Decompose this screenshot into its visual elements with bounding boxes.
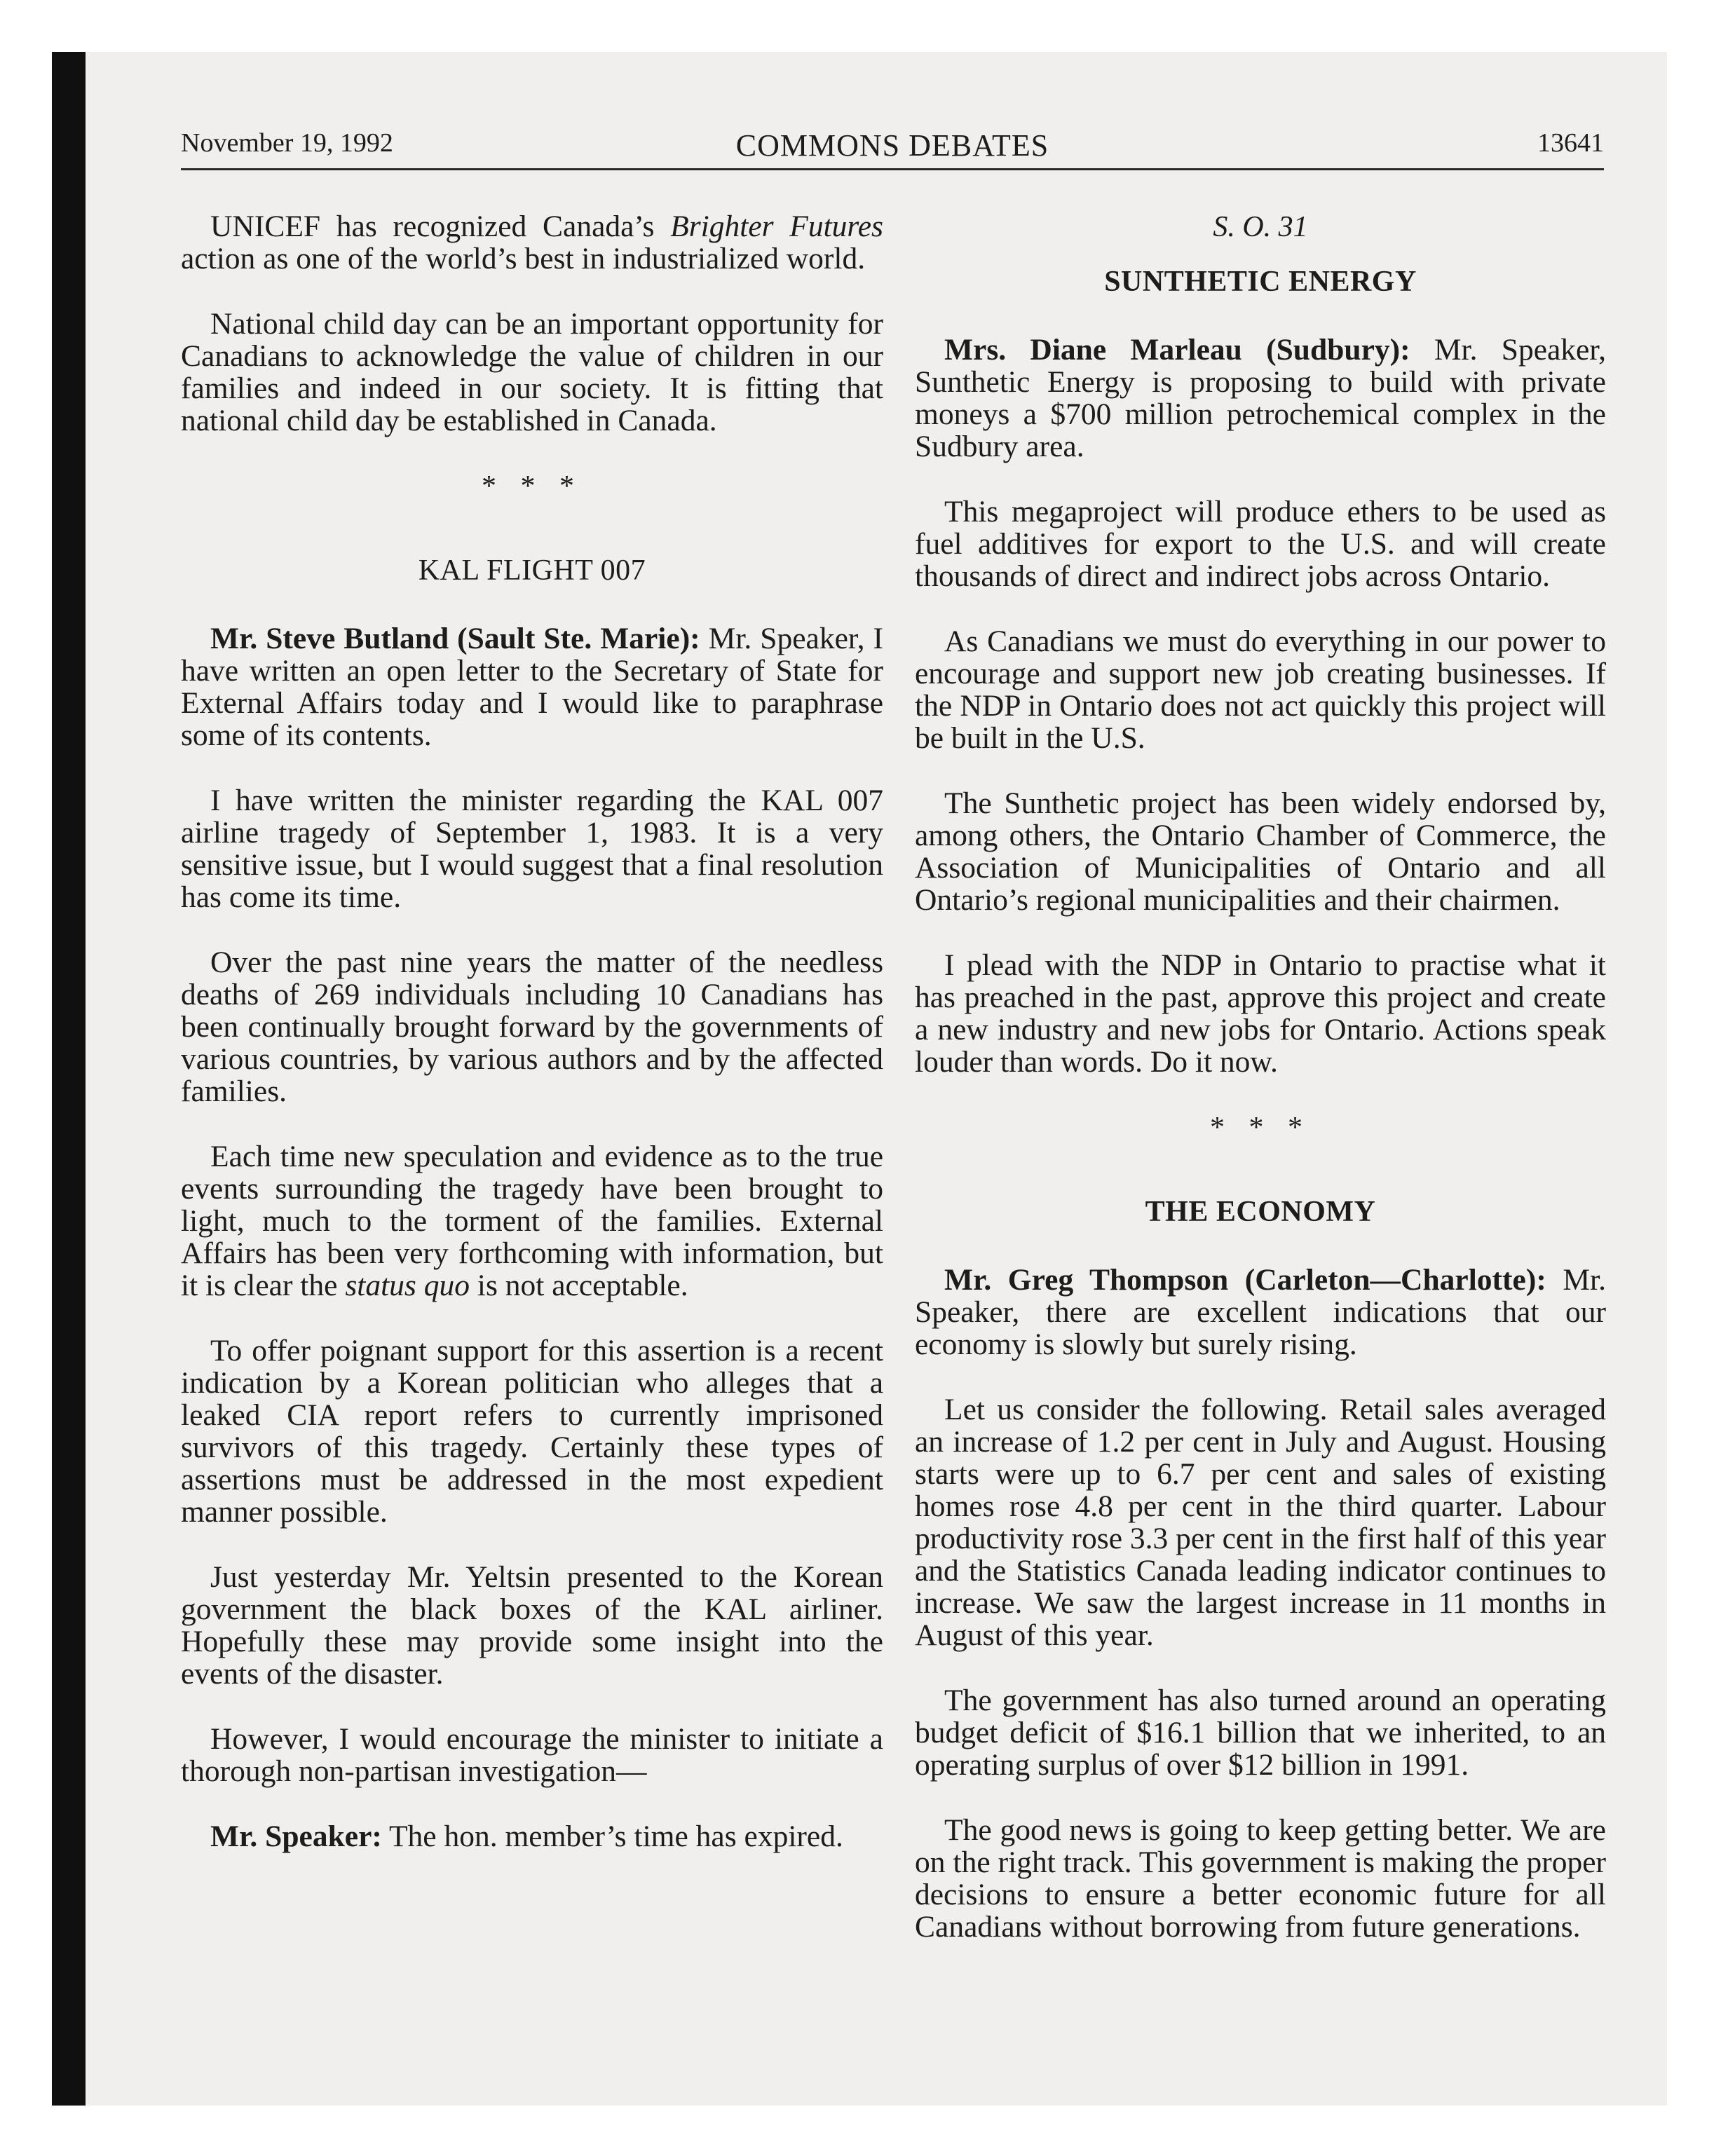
paragraph: Mrs. Diane Marleau (Sudbury): Mr. Speaker, Sunthetic Energy is proposing to build with private moneys a $700 million petrochemical complex in the Sudbury area. [915, 333, 1606, 463]
section-heading: SUNTHETIC ENERGY [1104, 266, 1417, 298]
binding-edge [52, 52, 86, 2106]
header-date: November 19, 1992 [181, 128, 393, 158]
left-column [181, 210, 883, 1885]
paragraph: As Canadians we must do everything in our power to encourage and support new job creating businesses. If the NDP in Ontario does not act quickly this project will be built in the U.S. [915, 625, 1606, 755]
page-number: 13641 [1537, 128, 1604, 158]
section-separator: * * * [482, 470, 583, 503]
paragraph: Mr. Steve Butland (Sault Ste. Marie): Mr. Speaker, I have written an open letter to the Secretary of State for External Affairs today and I would like to paraphrase some of its contents. [181, 622, 883, 752]
speaker-name: Mr. Speaker: [210, 1820, 382, 1853]
paragraph: The government has also turned around an operating budget deficit of $16.1 billion that we inherited, to an operating surplus of over $12 billion in 1991. [915, 1684, 1606, 1782]
italic-title: Brighter Futures [670, 210, 883, 243]
paragraph: Just yesterday Mr. Yeltsin presented to the Korean government the black boxes of the KAL airliner. Hopefully these may provide some insight into the events of the disaster. [181, 1560, 883, 1691]
header-title: COMMONS DEBATES [735, 128, 1049, 163]
paragraph: UNICEF has recognized Canada’s Brighter Futures action as one of the world’s best in industrialized world. [181, 210, 883, 275]
section-heading: THE ECONOMY [1145, 1196, 1376, 1228]
right-column [915, 210, 1606, 1976]
section-heading: KAL FLIGHT 007 [418, 554, 646, 587]
paragraph: The Sunthetic project has been widely endorsed by, among others, the Ontario Chamber of Commerce, the Association of Municipalities of Ontario and all Ontario’s regional municipalities and their chairmen. [915, 786, 1606, 917]
paragraph: Over the past nine years the matter of the needless deaths of 269 individuals including 10 Canadians has been continually brought forward by the governments of various countries, by various authors and by the affected families. [181, 946, 883, 1108]
paragraph: I plead with the NDP in Ontario to practise what it has preached in the past, approve this project and create a new industry and new jobs for Ontario. Actions speak louder than words. Do it now. [915, 948, 1606, 1079]
paragraph: National child day can be an important opportunity for Canadians to acknowledge the value of children in our families and indeed in our society. It is fitting that national child day be established in Canada. [181, 307, 883, 437]
speaker-name: Mr. Greg Thompson (Carleton—Charlotte): [944, 1263, 1546, 1297]
paragraph: To offer poignant support for this assertion is a recent indication by a Korean politician who alleges that a leaked CIA report refers to currently imprisoned survivors of this tragedy. Certainly these types of assertions must be addressed in the most expedient manner possible. [181, 1334, 883, 1529]
paragraph: Each time new speculation and evidence as to the true events surrounding the tragedy have been brought to light, much to the torment of the families. External Affairs has been very forthcoming with information, but it is clear the status quo is not acceptable. [181, 1140, 883, 1302]
paragraph: The good news is going to keep getting better. We are on the right track. This government is making the proper decisions to ensure a better economic future for all Canadians without borrowing from future generations. [915, 1813, 1606, 1944]
paragraph: Mr. Speaker: The hon. member’s time has expired. [210, 1820, 843, 1853]
speaker-name: Mrs. Diane Marleau (Sudbury): [944, 333, 1410, 367]
speaker-name: Mr. Steve Butland (Sault Ste. Marie): [210, 622, 700, 655]
paragraph: I have written the minister regarding the KAL 007 airline tragedy of September 1, 1983. It is a very sensitive issue, but I would suggest that a final resolution has come its time. [181, 784, 883, 914]
standing-order-label: S. O. 31 [1213, 211, 1308, 243]
page-header [181, 126, 1604, 170]
italic-phrase: status quo [345, 1269, 470, 1302]
paragraph: However, I would encourage the minister to initiate a thorough non-partisan investigation— [181, 1722, 883, 1788]
paragraph: Let us consider the following. Retail sales averaged an increase of 1.2 per cent in July and August. Housing starts were up to 6.7 per cent and sales of existing homes rose 4.8 per cent in the third quarter. Labour productivity rose 3.3 per cent in the first half of this year and the Statistics Canada leading indicator continues to increase. We saw the largest increase in 11 months in August of this year. [915, 1393, 1606, 1652]
paragraph: Mr. Greg Thompson (Carleton—Charlotte): Mr. Speaker, there are excellent indications that our economy is slowly but surely rising. [915, 1263, 1606, 1361]
paragraph: This megaproject will produce ethers to be used as fuel additives for export to the U.S. and will create thousands of direct and indirect jobs across Ontario. [915, 495, 1606, 593]
section-separator: * * * [1210, 1112, 1311, 1144]
